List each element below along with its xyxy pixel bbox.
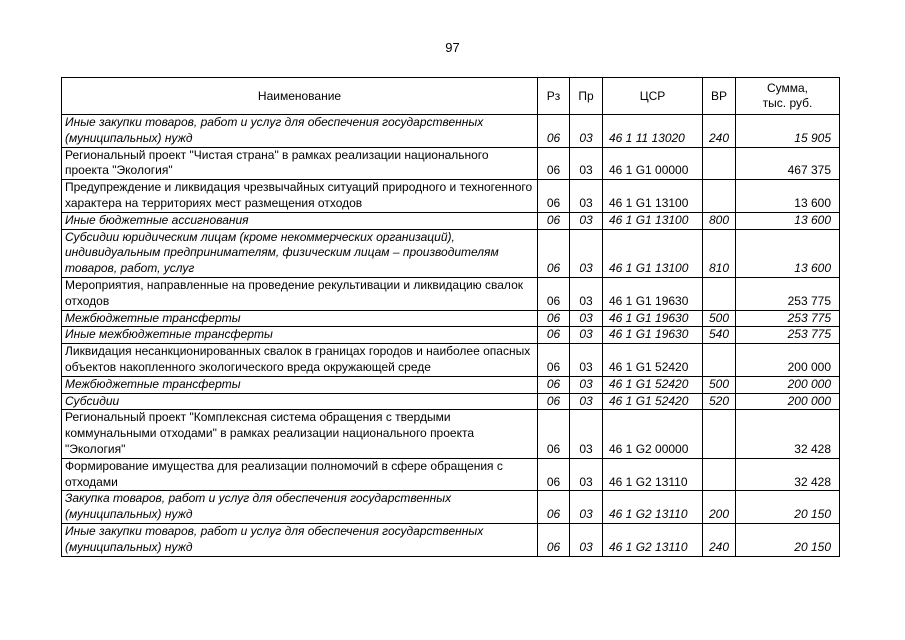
cell-pr: 03 [570,212,603,229]
cell-csr: 46 1 G1 00000 [603,147,703,180]
cell-csr: 46 1 G1 13100 [603,180,703,213]
cell-sum: 467 375 [736,147,840,180]
cell-name: Ликвидация несанкционированных свалок в границах городов и наиболее опасных объектов накопленного экологического вреда окружающей среде [62,344,538,377]
table-body [62,115,840,557]
cell-rz: 06 [538,115,570,148]
cell-csr: 46 1 G2 13110 [603,523,703,556]
cell-rz: 06 [538,393,570,410]
cell-csr: 46 1 G1 52420 [603,393,703,410]
cell-vr: 200 [703,491,736,524]
cell-name: Межбюджетные трансферты [62,310,538,327]
cell-name: Иные межбюджетные трансферты [62,327,538,344]
table-row [62,115,840,148]
cell-pr: 03 [570,229,603,277]
cell-csr: 46 1 11 13020 [603,115,703,148]
cell-sum: 32 428 [736,410,840,458]
cell-sum: 253 775 [736,327,840,344]
cell-sum: 20 150 [736,491,840,524]
cell-rz: 06 [538,327,570,344]
page-number: 97 [445,40,460,55]
table-row [62,376,840,393]
cell-vr [703,458,736,491]
cell-pr: 03 [570,310,603,327]
table-header-row [62,78,840,115]
cell-vr: 520 [703,393,736,410]
cell-pr: 03 [570,344,603,377]
cell-name: Формирование имущества для реализации полномочий в сфере обращения с отходами [62,458,538,491]
cell-name: Иные закупки товаров, работ и услуг для обеспечения государственных (муниципальных) нужд [62,523,538,556]
cell-rz: 06 [538,212,570,229]
cell-name: Иные бюджетные ассигнования [62,212,538,229]
cell-pr: 03 [570,147,603,180]
cell-rz: 06 [538,180,570,213]
header-vr: ВР [703,78,736,115]
cell-sum: 200 000 [736,344,840,377]
table-row [62,523,840,556]
cell-pr: 03 [570,458,603,491]
table-row [62,180,840,213]
cell-csr: 46 1 G1 52420 [603,376,703,393]
cell-rz: 06 [538,523,570,556]
cell-pr: 03 [570,393,603,410]
cell-vr: 810 [703,229,736,277]
cell-csr: 46 1 G2 00000 [603,410,703,458]
budget-table [61,77,840,557]
table-row [62,393,840,410]
cell-pr: 03 [570,180,603,213]
cell-vr [703,344,736,377]
header-rz: Рз [538,78,570,115]
cell-pr: 03 [570,410,603,458]
cell-vr [703,180,736,213]
cell-name: Мероприятия, направленные на проведение рекультивации и ликвидацию свалок отходов [62,277,538,310]
table-row [62,491,840,524]
cell-csr: 46 1 G1 19630 [603,277,703,310]
cell-rz: 06 [538,147,570,180]
cell-name: Межбюджетные трансферты [62,376,538,393]
cell-sum: 15 905 [736,115,840,148]
cell-rz: 06 [538,491,570,524]
cell-name: Предупреждение и ликвидация чрезвычайных ситуаций природного и техногенного характера на территориях мест размещения отходов [62,180,538,213]
cell-vr: 240 [703,523,736,556]
table-row [62,147,840,180]
cell-pr: 03 [570,277,603,310]
cell-rz: 06 [538,410,570,458]
table-row [62,458,840,491]
cell-rz: 06 [538,376,570,393]
table-row [62,327,840,344]
cell-rz: 06 [538,458,570,491]
cell-sum: 20 150 [736,523,840,556]
table-row [62,229,840,277]
cell-name: Иные закупки товаров, работ и услуг для обеспечения государственных (муниципальных) нужд [62,115,538,148]
cell-vr [703,147,736,180]
cell-sum: 200 000 [736,376,840,393]
cell-sum: 13 600 [736,212,840,229]
cell-sum: 13 600 [736,180,840,213]
cell-csr: 46 1 G1 19630 [603,327,703,344]
cell-vr [703,410,736,458]
cell-vr: 540 [703,327,736,344]
cell-sum: 200 000 [736,393,840,410]
cell-csr: 46 1 G1 19630 [603,310,703,327]
cell-csr: 46 1 G2 13110 [603,491,703,524]
cell-rz: 06 [538,344,570,377]
cell-rz: 06 [538,229,570,277]
header-pr: Пр [570,78,603,115]
table-row [62,410,840,458]
cell-csr: 46 1 G2 13110 [603,458,703,491]
cell-vr: 240 [703,115,736,148]
cell-name: Субсидии юридическим лицам (кроме некоммерческих организаций), индивидуальным предпринимателям, физическим лицам – производителям товаров, работ, услуг [62,229,538,277]
header-csr: ЦСР [603,78,703,115]
cell-rz: 06 [538,310,570,327]
cell-pr: 03 [570,327,603,344]
cell-csr: 46 1 G1 52420 [603,344,703,377]
cell-name: Закупка товаров, работ и услуг для обеспечения государственных (муниципальных) нужд [62,491,538,524]
table-row [62,310,840,327]
cell-pr: 03 [570,491,603,524]
cell-name: Субсидии [62,393,538,410]
cell-vr: 500 [703,310,736,327]
cell-pr: 03 [570,523,603,556]
table-row [62,212,840,229]
table-row [62,344,840,377]
cell-csr: 46 1 G1 13100 [603,212,703,229]
cell-sum: 253 775 [736,277,840,310]
cell-sum: 13 600 [736,229,840,277]
table-row [62,277,840,310]
cell-sum: 32 428 [736,458,840,491]
header-sum: Сумма, тыс. руб. [736,78,840,115]
cell-vr: 800 [703,212,736,229]
cell-rz: 06 [538,277,570,310]
cell-vr: 500 [703,376,736,393]
cell-sum: 253 775 [736,310,840,327]
header-name: Наименование [62,78,538,115]
cell-pr: 03 [570,115,603,148]
cell-name: Региональный проект "Чистая страна" в рамках реализации национального проекта "Экология" [62,147,538,180]
cell-vr [703,277,736,310]
cell-pr: 03 [570,376,603,393]
cell-name: Региональный проект "Комплексная система обращения с твердыми коммунальными отходами" в рамках реализации национального проекта "Экология" [62,410,538,458]
cell-csr: 46 1 G1 13100 [603,229,703,277]
